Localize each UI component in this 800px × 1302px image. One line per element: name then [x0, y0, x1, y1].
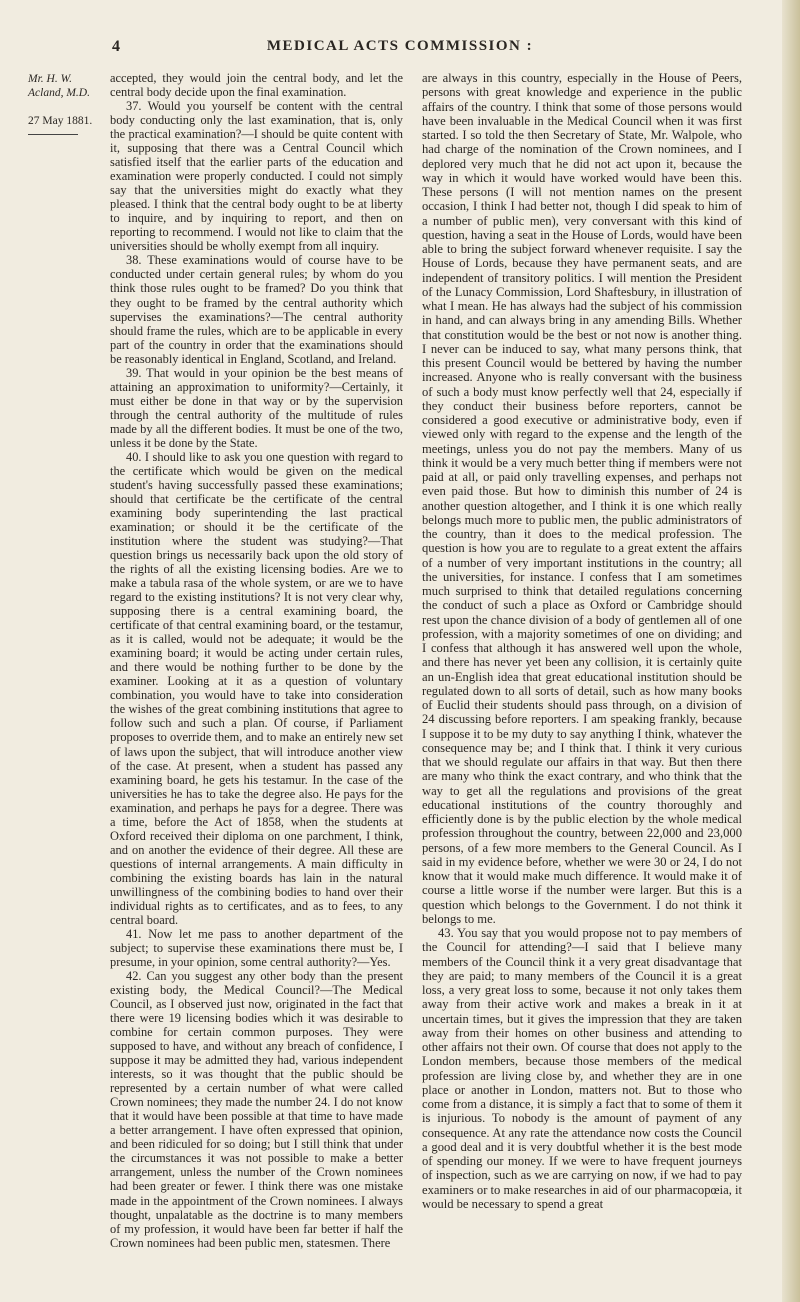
- right-column: [422, 71, 742, 1211]
- margin-rule: [28, 134, 78, 135]
- left-column: [110, 71, 403, 1250]
- running-title: MEDICAL ACTS COMMISSION :: [266, 38, 534, 54]
- paragraph: 37. Would you yourself be content with the central body conducting only the last examination, that is, only the practical examination?—I should be quite content with it, supposing that there was a Central Council which satisfied itself that the earlier parts of the education and examination were properly conducted. I could not simply say that the universities might do exactly what they pleased. I think that the central body ought to be at liberty to inquire, and by inquiring to report, and then on reporting to recommend. I would not like to claim that the universities should be wholly exempt from all inquiry.: [110, 99, 403, 254]
- paragraph: 42. Can you suggest any other body than the present existing body, the Medical Council?—The Medical Council, as I observed just now, originated in the fact that there were 19 licensing bodies which it was desirable to combine for certain common purposes. They were supposed to have, and without any breach of confidence, I suppose it may be admitted they had, various independent interests, so it was thought that the public should be represented by a certain number of what were called Crown nominees; they made the number 24. I do not know that it would have been possible at that time to have made a better arrangement. I have often expressed that opinion, and been ridiculed for so doing; but I still think that under the circumstances it was not possible to make a better arrangement, unless the number of the Crown nominees had been greater or fewer. I think there was one mistake made in the appointment of the Crown nominees. I always thought, unpalatable as the doctrine is to many members of my profession, it would have been far better if half the Crown nominees had been public men, statesmen. There: [110, 969, 403, 1250]
- paragraph: 39. That would in your opinion be the best means of attaining an approximation to uniformity?—Certainly, it must either be done in that way or by the supervision through the central authority of the multitude of rules made by all the different bodies. It must be one of the two, unless it be done by the State.: [110, 365, 403, 450]
- margin-note: [28, 72, 98, 135]
- paragraph: 41. Now let me pass to another department of the subject; to supervise these examinations there must be, I presume, in your opinion, some central authority?—Yes.: [110, 926, 403, 969]
- paragraph: accepted, they would join the central body, and let the central body decide upon the final examination.: [110, 71, 403, 100]
- witness-name: Mr. H. W. Acland, M.D.: [28, 73, 90, 99]
- session-date: 27 May 1881.: [28, 115, 93, 127]
- paragraph: are always in this country, especially in the House of Peers, persons with great knowledge and experience in the public affairs of the country. I think that some of those persons would have been invaluable in the Medical Council when it was first started. I so told the then Secretary of State, Mr. Walpole, who had charge of the nomination of the Crown nominees, and I deplored very much that he did not act upon it, because the way in which it would have worked would have been this. These persons (I will not mention names on the present occasion, I think I had better not, though I did speak to him of a number of public men), very conversant with this kind of question, having a seat in the House of Lords, would have been able to bring the subject forward whenever requisite. I say the House of Lords, because they have permanent seats, and are independent of transitory politics. I will mention the President of the Lunacy Commission, Lord Shaftesbury, in illustration of what I mean. He has always had the subject of his commission in hand, and can always bring in any amending Bills. Whether that constitution would be the best or not now is another thing. I never can be induced to say, what many persons think, that this present Council would be bettered by having the number increased. Anyone who is really conversant with the business of such a body must know perfectly well that 24, especially if they conduct their business before reporters, cannot be considered a good executive or administrative body, even if viewed only with regard to the expense and the length of the meetings, unless you do not pay the members. Many of us think it would be a very much better thing if members were not paid at all, or paid only travelling expenses, and perhaps not even paid those. But how to diminish this number of 24 is another question altogether, and I think it is one which really belongs much more to public men, the public administrators of the country, than it does to the medical profession. The question is how you are to regulate to a great extent the affairs of a number of very important institutions in the country; all the universities, for instance. I confess that I am sometimes much surprised to think that detailed regulations concerning the conduct of such a place as Oxford or Cambridge should rest upon the chance division of a body of gentlemen all of one profession, with a majority sometimes of one on dividing; and I confess that although it has answered well upon the whole, and there has never yet been any collision, it is certainly quite an un-English idea that great educational institution should be regulated down to all sorts of detail, such as how many books of Euclid their students should pass through, on a division of 24 discussing before reporters. I am speaking frankly, because I suppose it to be my duty to say anything I think, whatever the consequence may be; and I think that. I think it very curious that we should regulate our affairs in that way. But then there are many who think the exact contrary, and who think that the way to get all the regulations and provisions of the great educational institutions of the country thoroughly and efficiently done is by the public election by the whole medical profession throughout the country, between 22,000 and 23,000 persons, of a few more members to the General Council. As I said in my evidence before, whether we were 30 or 24, I do not know that it would make much difference. It would make it of course a little worse if the number were larger. But this is a question which belongs to the Government. I do not think it belongs to me.: [422, 71, 742, 926]
- paragraph: 38. These examinations would of course have to be conducted under certain general rules; by whom do you think those rules ought to be framed? Do you think that they ought to be framed by the central authority which supervises the examinations?—The central authority should frame the rules, which are to be applicable in every part of the country in order that the examinations should be reasonably identical in England, Scotland, and Ireland.: [110, 253, 403, 366]
- paragraph: 43. You say that you would propose not to pay members of the Council for attending?—I said that I believe many members of the Council think it a very great disadvantage that they are paid; to many members of the Council it is a great loss, a very great loss to some, because it not only takes them away from their active work and makes a break in it at uncertain times, but it gives the impression that they are taken away from their homes on other business and attending to other affairs not their own. Of course that does not apply to the London members, because those members of the medical profession are living close by, and whether they are in one place or another in London, matters not. But to those who come from a distance, it is simply a fact that to some of them it is injurious. To nobody is the amount of payment of any consequence. At any rate the attendance now costs the Council a good deal and it is very doubtful whether it is the best mode of spending our money. If we were to have frequent journeys of inspection, such as we are carrying on now, if we had to pay examiners or to make researches in aid of our pharmacopœia, it would be necessary to spend a great: [422, 926, 742, 1211]
- paragraph: 40. I should like to ask you one question with regard to the certificate which would be given on the medical student's having successfully passed these examinations; should that certificate be the certificate of the central examining body superintending the last practical examination; or should it be the certificate of the institution where the student was studying?—That question brings us necessarily back upon the old story of the rights of all the existing licensing bodies. Are we to make a tabula rasa of the whole system, or are we to have regard to the existing institutions? It is not very clear why, supposing there is a central examining board, the certificate of that central examining board, or the testamur, as it is called, would not be adequate; it would be the examining board; it would be acting under certain rules, and there would be nothing further to be done by the examiner. Looking at it as a question of voluntary combination, you would have to take into consideration the wishes of the great combining institutions that agree to follow such and such a plan. Of course, if Parliament proposes to override them, and to make an entirely new set of laws upon the subject, that will introduce another view of the case. At present, when a student has passed any examining board, he gets his testamur. In the case of the universities he has to take the degree also. He pays for the examination, and perhaps he pays for a degree. There was a time, before the Act of 1858, when the students at Oxford received their diploma on one parchment, I think, and on another the evidence of their degree. All these are questions of internal arrangements. A main difficulty in combining the existing boards has lain in the natural unwillingness of the combining bodies to hand over their individual rights as to certificates, and as to fees, to any central board.: [110, 449, 403, 927]
- page-number: 4: [112, 38, 120, 55]
- page-header: [0, 38, 800, 58]
- page-edge: [782, 0, 800, 1302]
